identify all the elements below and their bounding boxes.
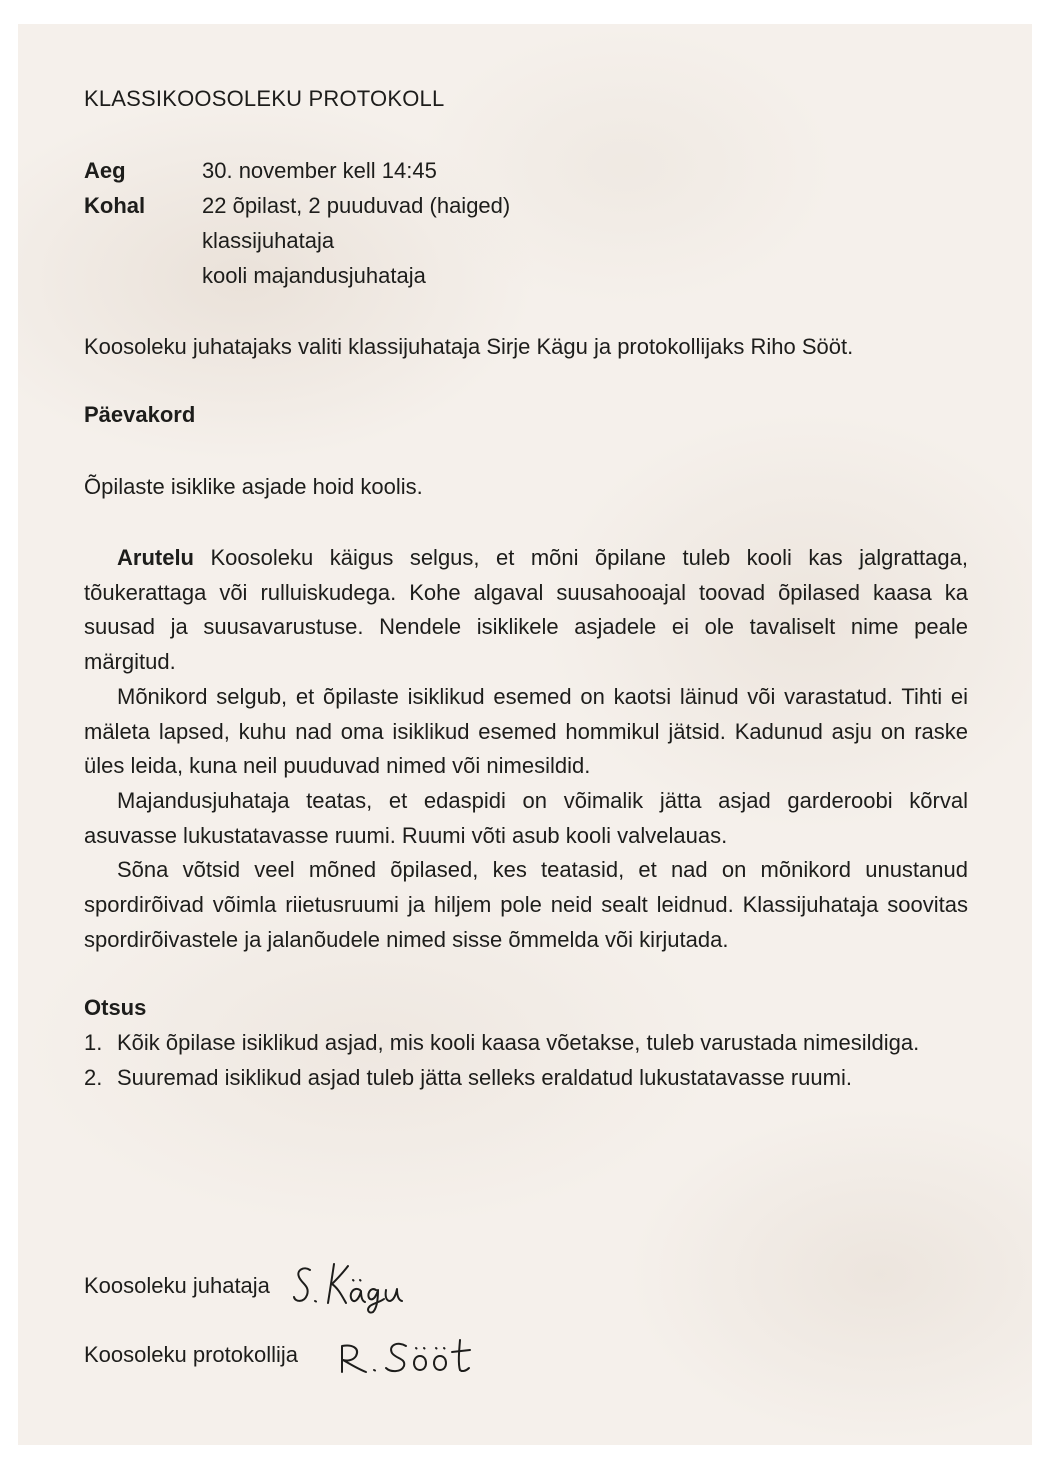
signature-label-recorder: Koosoleku protokollija (84, 1342, 299, 1367)
intro-text: Koosoleku juhatajaks valiti klassijuhataja Sirje Kägu ja protokollijaks Riho Sööt. (84, 334, 854, 359)
discussion-paragraph: Sõna võtsid veel mõned õpilased, kes teatasid, et nad on mõnikord unustanud spordirõivad võimla riietusruumi ja hiljem pole neid sealt leidnud. Klassijuhataja soovitas spordirõivastele ja jalanõudele nimed sisse õmmelda või kirjutada. (84, 857, 968, 952)
decision-item (84, 1061, 968, 1096)
decision-text: Kõik õpilase isiklikud asjad, mis kooli kaasa võetakse, tuleb varustada nimesildiga. (117, 1030, 920, 1056)
meta-key-time: Aeg (84, 158, 126, 183)
decision-list (84, 1026, 968, 1095)
signature-recorder-handwriting (336, 1332, 496, 1378)
document-body (84, 82, 968, 1095)
meta-value: 30. november kell 14:45 (202, 158, 437, 183)
decision-heading: Otsus (84, 995, 147, 1021)
signature-row-recorder (84, 1332, 496, 1378)
decision-number: 2. (84, 1064, 103, 1090)
discussion-paragraph: Mõnikord selgub, et õpilaste isiklikud esemed on kaotsi läinud või varastatud. Tihti ei mäleta lapsed, kuhu nad oma isiklikud esemed hommikul jätsid. Kadunud asju on raske üles leida, kuna neil puuduvad nimed või nimesildid. (84, 683, 968, 779)
document-title: KLASSIKOOSOLEKU PROTOKOLL (84, 86, 445, 111)
signature-chair-handwriting (290, 1258, 420, 1314)
decision-number: 1. (84, 1030, 103, 1056)
discussion-paragraph (84, 541, 968, 680)
meta-value: kooli majandusjuhataja (202, 263, 426, 288)
meta-row-attendees (84, 188, 968, 293)
discussion-paragraph: Majandusjuhataja teatas, et edaspidi on võimalik jätta asjad garderoobi kõrval asuvasse lukustatavasse ruumi. Ruumi võti asub kooli valvelauas. (84, 787, 968, 848)
agenda-item: Õpilaste isiklike asjade hoid koolis. (84, 474, 423, 499)
decision-text: Suuremad isiklikud asjad tuleb jätta selleks eraldatud lukustatavasse ruumi. (117, 1064, 852, 1090)
meta-key-attendees: Kohal (84, 193, 146, 218)
signature-row-chair (84, 1258, 420, 1314)
discussion-paragraph-text: Koosoleku käigus selgus, et mõni õpilane tuleb kooli kas jalgrattaga, tõukerattaga või rulluiskudega. Kohe algaval suusahooajal toovad õpilased kaasa ka suusad ja suusavarustuse. Nendele isiklikele asjadele ei ole tavaliselt nime peale märgitud. (84, 545, 968, 675)
agenda-heading: Päevakord (84, 402, 196, 427)
meta-value: 22 õpilast, 2 puuduvad (haiged) (202, 193, 511, 218)
discussion-lead: Arutelu (117, 545, 194, 570)
meta-value: klassijuhataja (202, 228, 335, 253)
meta-values-time (202, 153, 968, 188)
meta-block (84, 153, 968, 293)
meta-values-attendees (202, 188, 968, 293)
signature-label-chair: Koosoleku juhataja (84, 1273, 270, 1298)
decision-item (84, 1026, 968, 1061)
discussion-section (84, 541, 968, 957)
meta-row-time (84, 153, 968, 188)
